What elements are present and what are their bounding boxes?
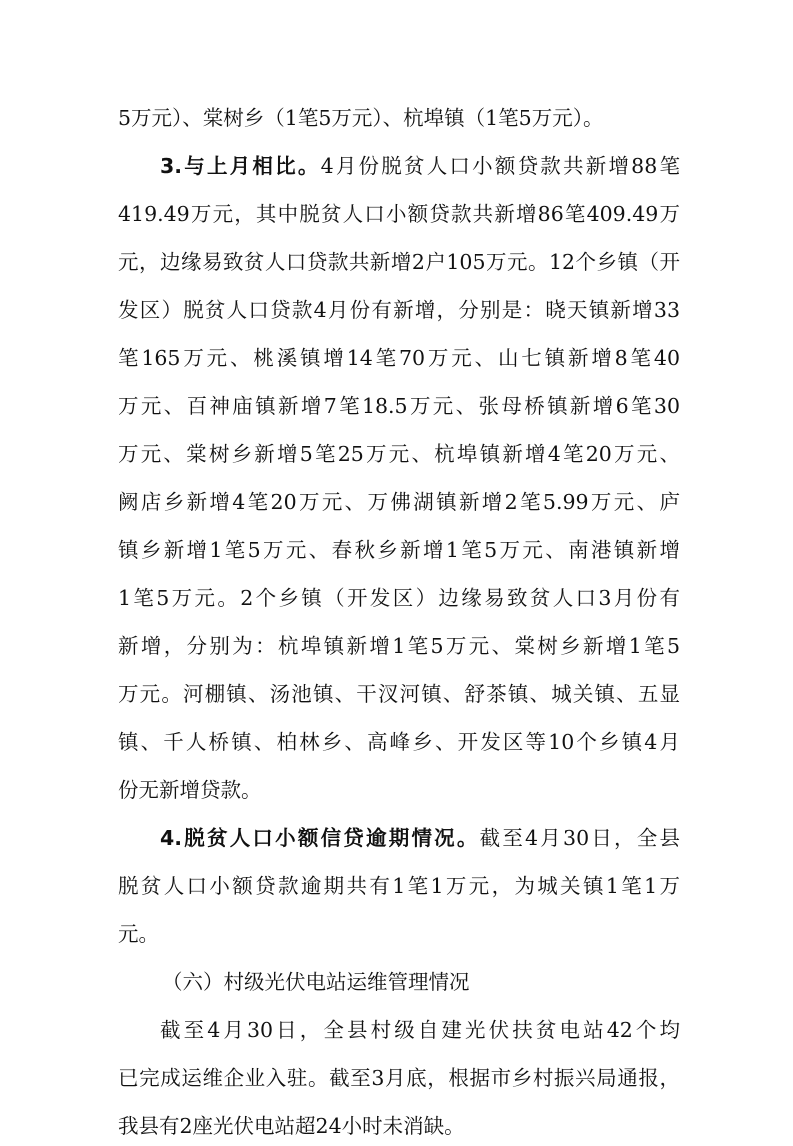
- text-line: 发区）脱贫人口贷款4月份有新增，分别是：晓天镇新增33: [118, 298, 680, 322]
- text-line: 份无新增贷款。: [118, 778, 262, 802]
- item-3-heading: 3.与上月相比。: [160, 154, 321, 178]
- text-line: 笔165万元、桃溪镇增14笔70万元、山七镇新增8笔40: [118, 346, 680, 370]
- item-3-text: 4月份脱贫人口小额贷款共新增88笔: [320, 154, 680, 178]
- text-line: 419.49万元，其中脱贫人口小额贷款共新增86笔409.49万: [118, 202, 680, 226]
- item-4-line: [160, 818, 680, 858]
- text-line: 万元。河棚镇、汤池镇、干汊河镇、舒茶镇、城关镇、五显: [118, 682, 680, 706]
- text-line: 万元、棠树乡新增5笔25万元、杭埠镇新增4笔20万元、: [118, 442, 680, 466]
- text-line: 阙店乡新增4笔20万元、万佛湖镇新增2笔5.99万元、庐: [118, 490, 680, 514]
- text-line: 我县有2座光伏电站超24小时未消缺。: [118, 1114, 465, 1138]
- text-line: 元，边缘易致贫人口贷款共新增2户105万元。12个乡镇（开: [118, 250, 680, 274]
- item-4-text: 截至4月30日，全县: [479, 826, 680, 850]
- text-line: 元。: [118, 922, 159, 946]
- text-line: 脱贫人口小额贷款逾期共有1笔1万元，为城关镇1笔1万: [118, 874, 680, 898]
- text-line: 1笔5万元。2个乡镇（开发区）边缘易致贫人口3月份有: [118, 586, 680, 610]
- text-line: 5万元）、棠树乡（1笔5万元）、杭埠镇（1笔5万元）。: [118, 106, 604, 130]
- item-3-line: [160, 146, 680, 186]
- text-line: 镇乡新增1笔5万元、春秋乡新增1笔5万元、南港镇新增: [118, 538, 680, 562]
- text-line: 镇、千人桥镇、柏林乡、高峰乡、开发区等10个乡镇4月: [118, 730, 680, 754]
- item-4-heading: 4.脱贫人口小额信贷逾期情况。: [160, 826, 480, 850]
- text-line: 新增，分别为：杭埠镇新增1笔5万元、棠树乡新增1笔5: [118, 634, 680, 658]
- text-line: 万元、百神庙镇新增7笔18.5万元、张母桥镇新增6笔30: [118, 394, 680, 418]
- section-6-first-line: 截至4月30日，全县村级自建光伏扶贫电站42个均: [160, 1018, 680, 1042]
- text-line: 已完成运维企业入驻。截至3月底，根据市乡村振兴局通报，: [118, 1066, 680, 1090]
- section-6-title: （六）村级光伏电站运维管理情况: [162, 970, 470, 994]
